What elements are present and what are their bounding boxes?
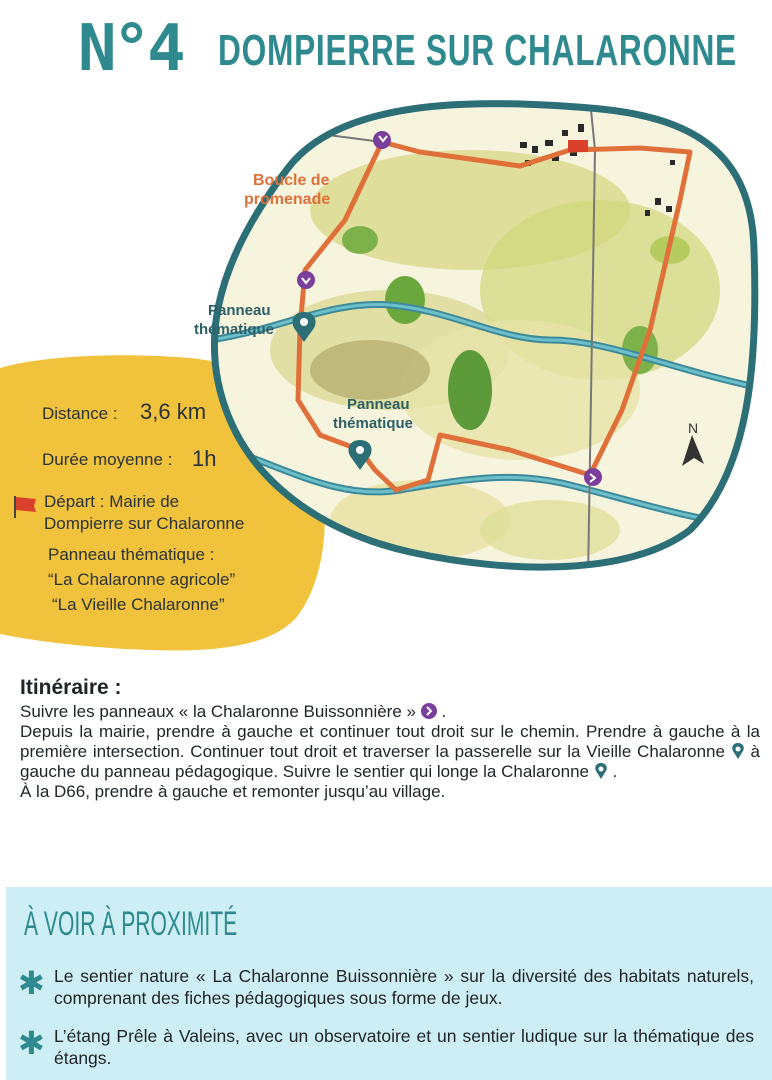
north-label: N — [688, 420, 699, 436]
duree-label: Durée moyenne : — [42, 450, 173, 469]
depart-line1: Départ : Mairie de — [44, 492, 180, 511]
panel-label-a2: thématique — [194, 321, 275, 338]
loop-label-2: promenade — [244, 191, 331, 208]
pin-icon — [731, 743, 745, 759]
panneau-1: “La Chalaronne agricole” — [48, 570, 236, 589]
proximite-item: ✱ Le sentier nature « La Chalaronne Buissonnière » sur la diversité des habitats naturels, comprenant des fiches pédagogiques sous forme de jeux. — [18, 965, 754, 1008]
itineraire-section — [20, 676, 760, 802]
distance-label: Distance : — [42, 404, 118, 423]
flag-icon — [568, 140, 588, 152]
panneau-2: “La Vieille Chalaronne” — [52, 595, 225, 614]
itineraire-title: Itinéraire : — [20, 676, 122, 699]
flag-icon — [12, 494, 38, 518]
itineraire-line3: À la D66, prendre à gauche et remonter jusqu’au village. — [20, 782, 446, 801]
route-number: N°4 — [78, 12, 182, 86]
depart-line2: Dompierre sur Chalaronne — [44, 514, 245, 533]
distance-value: 3,6 km — [140, 399, 207, 424]
chevron-marker-2 — [297, 271, 315, 289]
duree-value: 1h — [192, 446, 217, 471]
proximite-item: ✱ L’étang Prêle à Valeins, avec un observatoire et un sentier ludique sur la thématique des étangs. — [18, 1025, 754, 1068]
chevron-icon — [421, 703, 437, 719]
loop-label-1: Boucle de — [253, 172, 330, 189]
itineraire-para2: Depuis la mairie, prendre à gauche et continuer tout droit sur le chemin. Prendre à gauche à la première intersection. Continuer tout droit et traverser la passerelle sur la Vieille Chalaronne à gauche du panneau pédagogique. Suivre le sentier qui longe la Chalaronne . — [20, 722, 760, 781]
panel-label-b1: Panneau — [347, 396, 410, 413]
panel-label-a1: Panneau — [208, 302, 271, 319]
asterisk-icon: ✱ — [18, 965, 45, 1001]
chevron-marker-1 — [373, 131, 391, 149]
proximite-section — [6, 887, 772, 1080]
proximite-title: À VOIR À PROXIMITÉ — [24, 905, 238, 943]
panel-label-b2: thématique — [333, 415, 414, 432]
itineraire-line1: Suivre les panneaux « la Chalaronne Buissonnière » . — [20, 702, 447, 721]
page-title: DOMPIERRE SUR CHALARONNE — [218, 26, 737, 75]
pin-icon — [594, 763, 608, 779]
panneau-label: Panneau thématique : — [48, 545, 215, 564]
asterisk-icon: ✱ — [18, 1025, 45, 1061]
chevron-marker-3 — [584, 468, 602, 486]
